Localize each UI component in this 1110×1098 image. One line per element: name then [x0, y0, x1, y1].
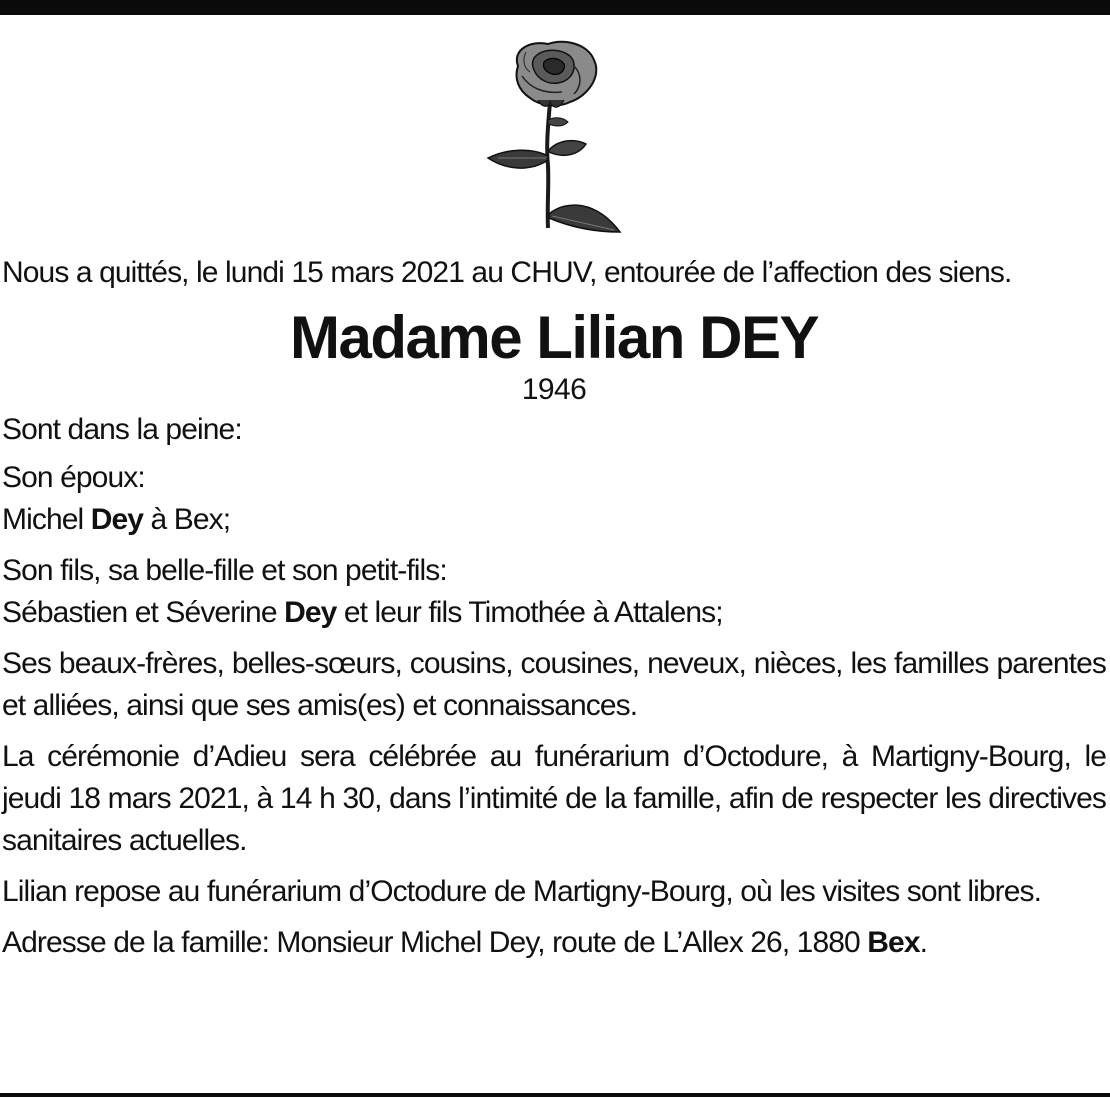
obituary-content — [2, 252, 1106, 973]
spouse-surname: Dey — [90, 503, 144, 536]
address-end: . — [919, 926, 928, 959]
intro-text: Nous a quittés, le lundi 15 mars 2021 au CHUV, entourée de l’affection des siens. — [2, 256, 1012, 289]
birth-year: 1946 — [521, 373, 587, 406]
bottom-rule — [0, 1093, 1110, 1097]
son-heading: Son fils, sa belle-fille et son petit-fils: — [2, 554, 447, 587]
son-first: Sébastien et Séverine — [2, 596, 285, 629]
spouse-paragraph — [2, 457, 1106, 541]
address-prefix: Adresse de la famille: Monsieur Michel Dey, route de L’Allex 26, 1880 — [2, 926, 868, 959]
ceremony-paragraph: La cérémonie d’Adieu sera célébrée au funérarium d’Octodure, à Martigny-Bourg, le jeudi 18 mars 2021, à 14 h 30, dans l’intimité de la famille, afin de respecter les directives sanitaires actuelles. — [2, 740, 1106, 857]
son-surname: Dey — [284, 596, 337, 629]
spouse-heading: Son époux: — [2, 461, 145, 494]
son-rest: et leur fils Timothée à Attalens; — [336, 596, 723, 629]
rose-icon — [478, 36, 628, 238]
address-paragraph — [2, 922, 1106, 964]
rest-place-paragraph: Lilian repose au funérarium d’Octodure de Martigny-Bourg, où les visites sont libres. — [2, 875, 1042, 908]
top-rule — [0, 0, 1110, 15]
spouse-first: Michel — [2, 503, 91, 536]
relatives-paragraph: Ses beaux-frères, belles-sœurs, cousins, cousines, neveux, nièces, les familles parentes et alliées, ainsi que ses amis(es) et connaissances. — [2, 647, 1106, 722]
grief-heading: Sont dans la peine: — [2, 413, 242, 446]
spouse-rest: à Bex; — [143, 503, 231, 536]
deceased-name: Madame Lilian DEY — [290, 304, 818, 371]
son-paragraph — [2, 550, 1106, 634]
address-city: Bex — [867, 926, 920, 959]
